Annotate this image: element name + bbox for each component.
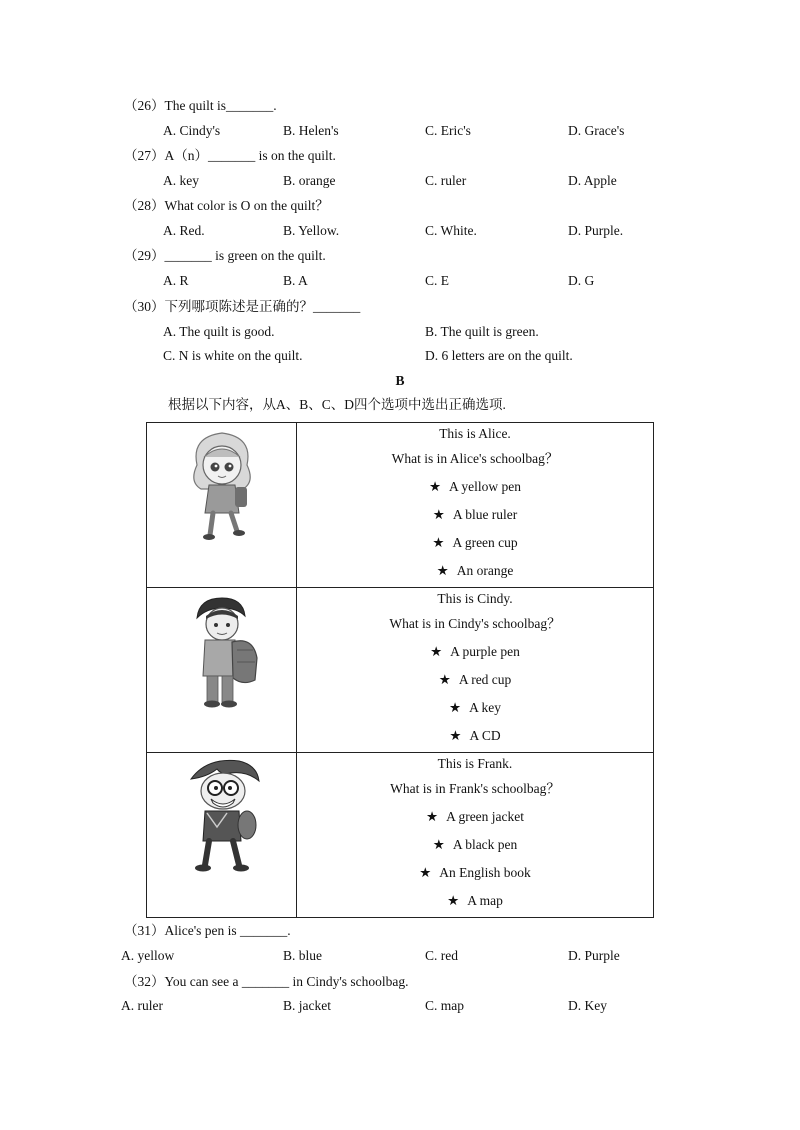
option-a: A. ruler [121,998,163,1013]
section-b-heading: B [395,373,405,388]
star-icon: ★ [432,507,445,522]
star-icon: ★ [449,728,462,743]
option-b: B. jacket [283,998,331,1013]
cindy-illustration [177,592,267,712]
question-32-options [0,998,800,1016]
star-icon: ★ [419,865,432,880]
star-icon: ★ [430,644,443,659]
alice-intro: This is Alice. [439,426,511,441]
option-a: A. yellow [121,948,175,963]
schoolbag-table [146,422,654,918]
option-d: D. Apple [568,173,617,188]
list-item: ★ A black pen [297,833,653,861]
option-c: C. Eric's [425,123,471,138]
cindy-picture-cell [147,588,297,753]
option-b: B. orange [283,173,336,188]
question-27-options [0,173,800,191]
star-icon: ★ [438,672,451,687]
option-d: D. Purple [568,948,620,963]
cindy-text-cell [297,588,654,753]
list-item: ★ A green cup [297,531,653,559]
list-item: ★ A CD [297,724,653,752]
option-b: B. A [283,273,308,288]
question-29-stem: （29）_______ is green on the quilt. [124,248,326,263]
frank-intro: This is Frank. [437,756,513,771]
question-31-stem: （31）Alice's pen is _______. [124,923,291,938]
option-a: A. R [163,273,189,288]
option-a: A. key [163,173,199,188]
alice-text-cell [297,423,654,588]
star-icon: ★ [432,837,445,852]
star-icon: ★ [449,700,462,715]
alice-illustration [177,427,267,542]
frank-question: What is in Frank's schoolbag？ [390,781,560,796]
frank-text-cell [297,753,654,918]
star-icon: ★ [432,535,445,550]
alice-picture-cell [147,423,297,588]
question-32-stem: （32）You can see a _______ in Cindy's schoolbag. [124,974,409,989]
option-c: C. White. [425,223,477,238]
star-icon: ★ [436,563,449,578]
list-item: ★ An orange [297,559,653,587]
list-item: ★ A map [297,889,653,917]
star-icon: ★ [425,809,439,824]
option-a: A. The quilt is good. [163,324,275,339]
option-d: D. 6 letters are on the quilt. [425,348,573,363]
alice-question: What is in Alice's schoolbag？ [391,451,559,466]
option-d: D. G [568,273,595,288]
frank-picture-cell [147,753,297,918]
option-d: D. Key [568,998,607,1013]
option-d: D. Grace's [568,123,625,138]
option-c: C. E [425,273,450,288]
star-icon: ★ [428,479,442,494]
question-27-stem: （27）A（n）_______ is on the quilt. [124,148,336,163]
option-b: B. Yellow. [283,223,340,238]
option-a: A. Red. [163,223,205,238]
table-row-alice [147,423,654,588]
option-b: B. Helen's [283,123,339,138]
option-c: C. N is white on the quilt. [163,348,303,363]
question-31-options [0,948,800,966]
question-28-options [0,223,800,241]
option-c: C. map [425,998,464,1013]
cindy-question: What is in Cindy's schoolbag？ [389,616,561,631]
question-30-options-row1 [0,324,800,342]
option-b: B. blue [283,948,322,963]
question-30-stem: （30）下列哪项陈述是正确的？_______ [124,299,361,314]
table-row-frank [147,753,654,918]
option-a: A. Cindy's [163,123,221,138]
list-item: ★ A green jacket [297,805,653,833]
list-item: ★ A red cup [297,668,653,696]
option-d: D. Purple. [568,223,624,238]
option-b: B. The quilt is green. [425,324,539,339]
list-item: ★ An English book [297,861,653,889]
table-row-cindy [147,588,654,753]
list-item: ★ A yellow pen [297,475,653,503]
section-b-instruction: 根据以下内容，从A、B、C、D四个选项中选出正确选项. [168,397,506,412]
question-26-options [0,123,800,141]
question-30-options-row2 [0,348,800,366]
question-28-stem: （28）What color is O on the quilt？ [124,198,329,213]
list-item: ★ A blue ruler [297,503,653,531]
star-icon: ★ [447,893,460,908]
question-26-stem: （26）The quilt is_______. [124,98,277,113]
option-c: C. red [425,948,458,963]
option-c: C. ruler [425,173,467,188]
question-29-options [0,273,800,291]
cindy-intro: This is Cindy. [437,591,513,606]
list-item: ★ A key [297,696,653,724]
list-item: ★ A purple pen [297,640,653,668]
frank-illustration [177,757,267,877]
